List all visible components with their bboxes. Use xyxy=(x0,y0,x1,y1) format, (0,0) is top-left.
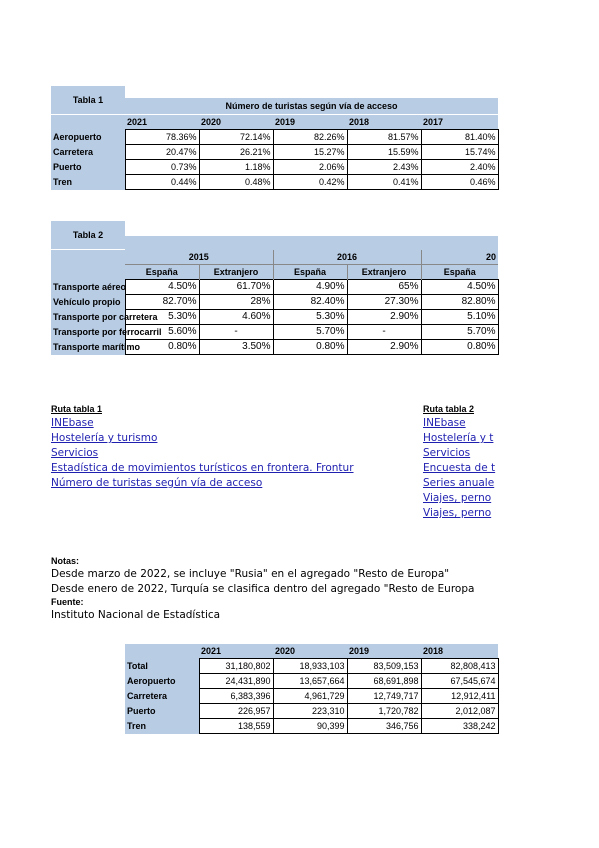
cell: 0.41% xyxy=(347,175,421,190)
cell: 82.80% xyxy=(421,295,498,310)
row-header: Aeropuerto xyxy=(51,130,125,145)
ruta1-link-numero-turistas[interactable]: Número de turistas según vía de acceso xyxy=(51,477,263,489)
cell: 0.80% xyxy=(421,340,498,355)
nota-line: Desde enero de 2022, Turquía se clasifica dentro del agregado "Resto de Europa xyxy=(51,583,475,595)
cell: 81.40% xyxy=(421,130,498,145)
cell: 5.30% xyxy=(273,310,347,325)
nota-line: Desde marzo de 2022, se incluye "Rusia" en el agregado "Resto de Europa" xyxy=(51,568,450,580)
ruta2-link-inebase[interactable]: INEbase xyxy=(423,417,466,429)
notas-heading: Notas: xyxy=(51,556,80,566)
tabla3-table xyxy=(125,644,499,734)
ruta1-link-hosteleria[interactable]: Hostelería y turismo xyxy=(51,432,158,444)
cell: 12,912,411 xyxy=(421,689,498,704)
cell: 82.26% xyxy=(273,130,347,145)
tabla2-subheader-row xyxy=(51,265,498,280)
cell: 2.40% xyxy=(421,160,498,175)
cell: 27.30% xyxy=(347,295,421,310)
tabla3-year: 2020 xyxy=(273,644,347,659)
row-header: Puerto xyxy=(125,704,199,719)
cell: 82.40% xyxy=(273,295,347,310)
tabla2-subheader: España xyxy=(125,265,199,280)
ruta2-link-encuesta[interactable]: Encuesta de t xyxy=(423,462,496,474)
row-header: Aeropuerto xyxy=(125,674,199,689)
ruta1-block xyxy=(51,404,381,492)
tabla2-corner xyxy=(51,250,125,265)
tabla1-label: Tabla 1 xyxy=(51,86,125,114)
cell: 4.50% xyxy=(125,280,199,295)
cell: 4.50% xyxy=(421,280,498,295)
ruta2-link-viajes-1[interactable]: Viajes, perno xyxy=(423,492,492,504)
cell: 5.30% xyxy=(125,310,199,325)
cell: 2.90% xyxy=(347,310,421,325)
cell: 1.18% xyxy=(199,160,273,175)
notas-block xyxy=(51,556,498,624)
cell: 0.42% xyxy=(273,175,347,190)
tabla1-year: 2018 xyxy=(347,115,421,130)
table-row xyxy=(51,280,498,295)
tabla1-table xyxy=(51,115,499,190)
cell: 12,749,717 xyxy=(347,689,421,704)
cell: 13,657,664 xyxy=(273,674,347,689)
table-row xyxy=(51,130,498,145)
cell: 5.70% xyxy=(273,325,347,340)
row-header: Transporte por carretera xyxy=(51,310,125,325)
tabla1-year: 2021 xyxy=(125,115,199,130)
table-row xyxy=(51,325,498,340)
cell: 24,431,890 xyxy=(199,674,273,689)
tabla2-top-band xyxy=(125,236,498,250)
row-header: Carretera xyxy=(51,145,125,160)
tabla1-year: 2020 xyxy=(199,115,273,130)
cell: 223,310 xyxy=(273,704,347,719)
cell: 31,180,802 xyxy=(199,659,273,674)
row-header: Total xyxy=(125,659,199,674)
ruta2-link-hosteleria[interactable]: Hostelería y t xyxy=(423,432,494,444)
tabla1-corner xyxy=(51,115,125,130)
tabla1-year: 2019 xyxy=(273,115,347,130)
row-header: Tren xyxy=(125,719,199,734)
cell: 72.14% xyxy=(199,130,273,145)
cell: 2.90% xyxy=(347,340,421,355)
table-row xyxy=(51,340,498,355)
cell: 4,961,729 xyxy=(273,689,347,704)
cell: 28% xyxy=(199,295,273,310)
cell: 20.47% xyxy=(125,145,199,160)
cell: 5.70% xyxy=(421,325,498,340)
cell: 5.60% xyxy=(125,325,199,340)
ruta2-link-viajes-2[interactable]: Viajes, perno xyxy=(423,507,492,519)
table-row xyxy=(51,295,498,310)
cell: 0.80% xyxy=(273,340,347,355)
cell: 4.60% xyxy=(199,310,273,325)
cell: 4.90% xyxy=(273,280,347,295)
tabla1-header-row xyxy=(51,115,498,130)
cell: 0.73% xyxy=(125,160,199,175)
cell: 81.57% xyxy=(347,130,421,145)
cell: 138,559 xyxy=(199,719,273,734)
table-row xyxy=(125,689,498,704)
ruta2-link-series[interactable]: Series anuale xyxy=(423,477,495,489)
table-row xyxy=(125,704,498,719)
ruta1-link-frontur[interactable]: Estadística de movimientos turísticos en frontera. Frontur xyxy=(51,462,354,474)
row-header: Transporte aéreo xyxy=(51,280,125,295)
ruta1-link-servicios[interactable]: Servicios xyxy=(51,447,99,459)
row-header: Vehículo propio xyxy=(51,295,125,310)
cell: 3.50% xyxy=(199,340,273,355)
tabla2-group-row xyxy=(51,250,498,265)
cell: 83,509,153 xyxy=(347,659,421,674)
tabla2-subheader: Extranjero xyxy=(347,265,421,280)
cell: 338,242 xyxy=(421,719,498,734)
cell: 0.46% xyxy=(421,175,498,190)
cell: 65% xyxy=(347,280,421,295)
table-row xyxy=(51,145,498,160)
cell: 346,756 xyxy=(347,719,421,734)
cell: 26.21% xyxy=(199,145,273,160)
fuente-text: Instituto Nacional de Estadística xyxy=(51,609,221,621)
tabla3-header-row xyxy=(125,644,498,659)
table-row xyxy=(125,719,498,734)
ruta1-heading: Ruta tabla 1 xyxy=(51,404,103,414)
tabla2-table xyxy=(51,250,499,355)
tabla2-subheader: Extranjero xyxy=(199,265,273,280)
tabla3-year: 2019 xyxy=(347,644,421,659)
tabla2-corner xyxy=(51,265,125,280)
cell: 2,012,087 xyxy=(421,704,498,719)
table-row xyxy=(51,160,498,175)
cell: 226,957 xyxy=(199,704,273,719)
tabla2-label: Tabla 2 xyxy=(51,221,125,249)
cell: 15.74% xyxy=(421,145,498,160)
row-header: Tren xyxy=(51,175,125,190)
row-header: Carretera xyxy=(125,689,199,704)
table-row xyxy=(51,310,498,325)
fuente-heading: Fuente: xyxy=(51,597,84,607)
tabla3-corner xyxy=(125,644,199,659)
cell: 15.27% xyxy=(273,145,347,160)
ruta2-link-servicios[interactable]: Servicios xyxy=(423,447,471,459)
table-row xyxy=(125,674,498,689)
cell: 2.43% xyxy=(347,160,421,175)
cell: 0.48% xyxy=(199,175,273,190)
cell: - xyxy=(199,325,273,340)
cell: 67,545,674 xyxy=(421,674,498,689)
ruta1-link-inebase[interactable]: INEbase xyxy=(51,417,94,429)
cell: 15.59% xyxy=(347,145,421,160)
cell: 90,399 xyxy=(273,719,347,734)
ruta2-heading: Ruta tabla 2 xyxy=(423,404,475,414)
row-header: Transporte marítimo xyxy=(51,340,125,355)
tabla3-year: 2021 xyxy=(199,644,273,659)
row-header: Transporte por ferrocarril xyxy=(51,325,125,340)
cell: 0.44% xyxy=(125,175,199,190)
tabla1-year: 2017 xyxy=(421,115,498,130)
cell: 78.36% xyxy=(125,130,199,145)
cell: 2.06% xyxy=(273,160,347,175)
cell: 82,808,413 xyxy=(421,659,498,674)
cell: 1,720,782 xyxy=(347,704,421,719)
table-row xyxy=(51,175,498,190)
table-row xyxy=(125,659,498,674)
tabla2-subheader: España xyxy=(421,265,498,280)
tabla2-group: 20 xyxy=(421,250,498,265)
cell: 61.70% xyxy=(199,280,273,295)
cell: 6,383,396 xyxy=(199,689,273,704)
cell: 5.10% xyxy=(421,310,498,325)
tabla2-group: 2015 xyxy=(125,250,273,265)
tabla3-year: 2018 xyxy=(421,644,498,659)
tabla2-subheader: España xyxy=(273,265,347,280)
cell: 0.80% xyxy=(125,340,199,355)
cell: - xyxy=(347,325,421,340)
tabla1-title: Número de turistas según vía de acceso xyxy=(225,101,398,111)
cell: 82.70% xyxy=(125,295,199,310)
ruta2-block xyxy=(423,404,498,522)
cell: 18,933,103 xyxy=(273,659,347,674)
tabla2-group: 2016 xyxy=(273,250,421,265)
row-header: Puerto xyxy=(51,160,125,175)
cell: 68,691,898 xyxy=(347,674,421,689)
